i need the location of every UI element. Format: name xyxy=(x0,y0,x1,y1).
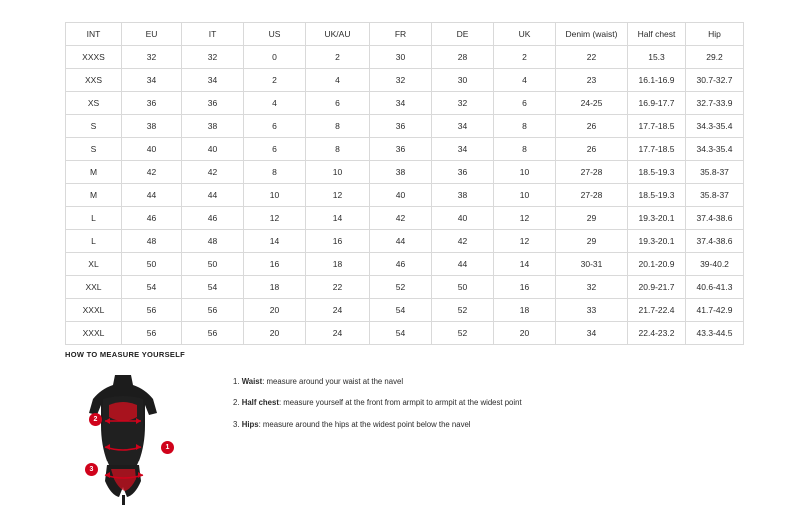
cell-it: 42 xyxy=(182,161,244,184)
table-row xyxy=(66,276,744,299)
cell-eu: 38 xyxy=(122,115,182,138)
cell-fr: 32 xyxy=(370,69,432,92)
cell-int: XS xyxy=(66,92,122,115)
cell-uk: 14 xyxy=(494,253,556,276)
cell-int: XL xyxy=(66,253,122,276)
cell-denim-waist: 33 xyxy=(556,299,628,322)
table-row xyxy=(66,253,744,276)
cell-us: 4 xyxy=(244,92,306,115)
cell-half-chest: 17.7-18.5 xyxy=(628,115,686,138)
step-term-waist: Waist xyxy=(241,377,263,386)
cell-it: 34 xyxy=(182,69,244,92)
cell-half-chest: 18.5-19.3 xyxy=(628,161,686,184)
cell-us: 14 xyxy=(244,230,306,253)
table-row xyxy=(66,115,744,138)
column-header-fr: FR xyxy=(370,23,432,46)
cell-eu: 34 xyxy=(122,69,182,92)
cell-hip: 35.8-37 xyxy=(686,184,744,207)
cell-hip: 39-40.2 xyxy=(686,253,744,276)
cell-eu: 48 xyxy=(122,230,182,253)
cell-eu: 32 xyxy=(122,46,182,69)
cell-int: XXXS xyxy=(66,46,122,69)
step-text-hips: : measure around the hips at the widest point below the navel xyxy=(258,419,471,429)
cell-it: 32 xyxy=(182,46,244,69)
cell-denim-waist: 32 xyxy=(556,276,628,299)
cell-denim-waist: 34 xyxy=(556,322,628,345)
cell-us: 16 xyxy=(244,253,306,276)
cell-half-chest: 21.7-22.4 xyxy=(628,299,686,322)
cell-hip: 34.3-35.4 xyxy=(686,138,744,161)
cell-denim-waist: 30-31 xyxy=(556,253,628,276)
cell-uk-au: 10 xyxy=(306,161,370,184)
cell-uk: 8 xyxy=(494,115,556,138)
cell-half-chest: 16.9-17.7 xyxy=(628,92,686,115)
cell-eu: 56 xyxy=(122,322,182,345)
cell-int: M xyxy=(66,184,122,207)
measure-step-half-chest xyxy=(233,398,522,407)
cell-us: 20 xyxy=(244,299,306,322)
cell-fr: 40 xyxy=(370,184,432,207)
measure-badge-3: 3 xyxy=(85,463,98,476)
cell-fr: 44 xyxy=(370,230,432,253)
cell-de: 28 xyxy=(432,46,494,69)
column-header-int: INT xyxy=(66,23,122,46)
cell-int: XXS xyxy=(66,69,122,92)
cell-de: 36 xyxy=(432,161,494,184)
column-header-half-chest: Half chest xyxy=(628,23,686,46)
cell-hip: 41.7-42.9 xyxy=(686,299,744,322)
table-row xyxy=(66,92,744,115)
step-number-3: 3. xyxy=(233,419,240,429)
step-text-half-chest: : measure yourself at the front from armpit to armpit at the widest point xyxy=(278,398,522,408)
cell-uk-au: 22 xyxy=(306,276,370,299)
table-row xyxy=(66,138,744,161)
cell-de: 30 xyxy=(432,69,494,92)
cell-us: 10 xyxy=(244,184,306,207)
cell-int: L xyxy=(66,230,122,253)
cell-int: S xyxy=(66,115,122,138)
cell-denim-waist: 24-25 xyxy=(556,92,628,115)
cell-uk-au: 2 xyxy=(306,46,370,69)
cell-hip: 43.3-44.5 xyxy=(686,322,744,345)
cell-us: 2 xyxy=(244,69,306,92)
measure-step-hips xyxy=(233,420,522,429)
cell-uk: 12 xyxy=(494,230,556,253)
cell-uk: 20 xyxy=(494,322,556,345)
cell-us: 12 xyxy=(244,207,306,230)
cell-eu: 36 xyxy=(122,92,182,115)
cell-uk: 4 xyxy=(494,69,556,92)
cell-uk: 10 xyxy=(494,184,556,207)
cell-uk-au: 18 xyxy=(306,253,370,276)
cell-uk: 8 xyxy=(494,138,556,161)
size-table-container xyxy=(65,22,733,345)
how-to-measure-title: HOW TO MEASURE YOURSELF xyxy=(65,350,185,359)
cell-fr: 46 xyxy=(370,253,432,276)
cell-fr: 52 xyxy=(370,276,432,299)
column-header-uk: UK xyxy=(494,23,556,46)
measure-badge-1: 1 xyxy=(161,441,174,454)
cell-hip: 29.2 xyxy=(686,46,744,69)
column-header-hip: Hip xyxy=(686,23,744,46)
table-row xyxy=(66,322,744,345)
step-number-2: 2. xyxy=(233,398,240,408)
measure-badge-2: 2 xyxy=(89,413,102,426)
cell-denim-waist: 26 xyxy=(556,138,628,161)
cell-hip: 34.3-35.4 xyxy=(686,115,744,138)
cell-int: XXXL xyxy=(66,322,122,345)
cell-denim-waist: 23 xyxy=(556,69,628,92)
cell-int: XXXL xyxy=(66,299,122,322)
column-header-de: DE xyxy=(432,23,494,46)
cell-us: 0 xyxy=(244,46,306,69)
cell-de: 38 xyxy=(432,184,494,207)
cell-hip: 30.7-32.7 xyxy=(686,69,744,92)
cell-us: 6 xyxy=(244,138,306,161)
cell-fr: 36 xyxy=(370,115,432,138)
cell-uk: 2 xyxy=(494,46,556,69)
cell-half-chest: 22.4-23.2 xyxy=(628,322,686,345)
cell-uk: 18 xyxy=(494,299,556,322)
cell-int: L xyxy=(66,207,122,230)
cell-it: 46 xyxy=(182,207,244,230)
measure-steps-list xyxy=(233,377,522,441)
cell-uk-au: 6 xyxy=(306,92,370,115)
cell-hip: 37.4-38.6 xyxy=(686,230,744,253)
cell-eu: 40 xyxy=(122,138,182,161)
how-to-measure-body xyxy=(65,369,765,509)
cell-it: 44 xyxy=(182,184,244,207)
table-row xyxy=(66,230,744,253)
table-header-row xyxy=(66,23,744,46)
column-header-eu: EU xyxy=(122,23,182,46)
cell-int: M xyxy=(66,161,122,184)
column-header-us: US xyxy=(244,23,306,46)
cell-denim-waist: 27-28 xyxy=(556,161,628,184)
cell-uk-au: 8 xyxy=(306,138,370,161)
cell-half-chest: 19.3-20.1 xyxy=(628,230,686,253)
cell-hip: 40.6-41.3 xyxy=(686,276,744,299)
cell-us: 8 xyxy=(244,161,306,184)
cell-half-chest: 17.7-18.5 xyxy=(628,138,686,161)
column-header-it: IT xyxy=(182,23,244,46)
cell-it: 56 xyxy=(182,322,244,345)
cell-it: 40 xyxy=(182,138,244,161)
cell-int: XXL xyxy=(66,276,122,299)
cell-it: 48 xyxy=(182,230,244,253)
cell-us: 20 xyxy=(244,322,306,345)
cell-hip: 32.7-33.9 xyxy=(686,92,744,115)
cell-us: 18 xyxy=(244,276,306,299)
size-conversion-table xyxy=(65,22,744,345)
cell-it: 54 xyxy=(182,276,244,299)
cell-de: 34 xyxy=(432,138,494,161)
cell-it: 50 xyxy=(182,253,244,276)
cell-uk-au: 8 xyxy=(306,115,370,138)
cell-half-chest: 15.3 xyxy=(628,46,686,69)
cell-fr: 42 xyxy=(370,207,432,230)
cell-hip: 35.8-37 xyxy=(686,161,744,184)
cell-de: 44 xyxy=(432,253,494,276)
cell-it: 36 xyxy=(182,92,244,115)
cell-fr: 54 xyxy=(370,299,432,322)
table-row xyxy=(66,69,744,92)
cell-fr: 34 xyxy=(370,92,432,115)
cell-half-chest: 18.5-19.3 xyxy=(628,184,686,207)
cell-uk: 10 xyxy=(494,161,556,184)
cell-uk-au: 14 xyxy=(306,207,370,230)
cell-denim-waist: 29 xyxy=(556,230,628,253)
table-body xyxy=(66,46,744,345)
measure-step-waist xyxy=(233,377,522,386)
step-term-hips: Hips xyxy=(241,419,259,429)
cell-de: 42 xyxy=(432,230,494,253)
cell-denim-waist: 22 xyxy=(556,46,628,69)
table-header xyxy=(66,23,744,46)
table-row xyxy=(66,207,744,230)
cell-de: 32 xyxy=(432,92,494,115)
cell-half-chest: 20.1-20.9 xyxy=(628,253,686,276)
cell-uk-au: 24 xyxy=(306,299,370,322)
table-row xyxy=(66,161,744,184)
step-term-half-chest: Half chest xyxy=(241,398,279,408)
mannequin-figure xyxy=(65,369,185,509)
table-row xyxy=(66,184,744,207)
cell-uk: 6 xyxy=(494,92,556,115)
cell-uk-au: 16 xyxy=(306,230,370,253)
step-text-waist: : measure around your waist at the navel xyxy=(262,377,404,386)
cell-eu: 54 xyxy=(122,276,182,299)
cell-fr: 30 xyxy=(370,46,432,69)
table-row xyxy=(66,46,744,69)
cell-eu: 44 xyxy=(122,184,182,207)
cell-uk-au: 4 xyxy=(306,69,370,92)
column-header-uk-au: UK/AU xyxy=(306,23,370,46)
cell-half-chest: 20.9-21.7 xyxy=(628,276,686,299)
cell-uk: 12 xyxy=(494,207,556,230)
table-row xyxy=(66,299,744,322)
cell-fr: 54 xyxy=(370,322,432,345)
cell-denim-waist: 27-28 xyxy=(556,184,628,207)
cell-denim-waist: 29 xyxy=(556,207,628,230)
cell-fr: 38 xyxy=(370,161,432,184)
how-to-measure-section xyxy=(65,350,765,509)
cell-fr: 36 xyxy=(370,138,432,161)
mannequin-illustration xyxy=(65,369,185,509)
cell-int: S xyxy=(66,138,122,161)
cell-eu: 46 xyxy=(122,207,182,230)
cell-it: 56 xyxy=(182,299,244,322)
cell-it: 38 xyxy=(182,115,244,138)
cell-half-chest: 19.3-20.1 xyxy=(628,207,686,230)
cell-half-chest: 16.1-16.9 xyxy=(628,69,686,92)
cell-de: 52 xyxy=(432,322,494,345)
cell-denim-waist: 26 xyxy=(556,115,628,138)
cell-de: 34 xyxy=(432,115,494,138)
cell-de: 50 xyxy=(432,276,494,299)
cell-de: 40 xyxy=(432,207,494,230)
step-number-1: 1. xyxy=(233,377,240,386)
cell-uk-au: 12 xyxy=(306,184,370,207)
cell-uk: 16 xyxy=(494,276,556,299)
cell-eu: 56 xyxy=(122,299,182,322)
cell-eu: 50 xyxy=(122,253,182,276)
cell-us: 6 xyxy=(244,115,306,138)
cell-uk-au: 24 xyxy=(306,322,370,345)
cell-eu: 42 xyxy=(122,161,182,184)
column-header-denim-waist: Denim (waist) xyxy=(556,23,628,46)
cell-de: 52 xyxy=(432,299,494,322)
cell-hip: 37.4-38.6 xyxy=(686,207,744,230)
